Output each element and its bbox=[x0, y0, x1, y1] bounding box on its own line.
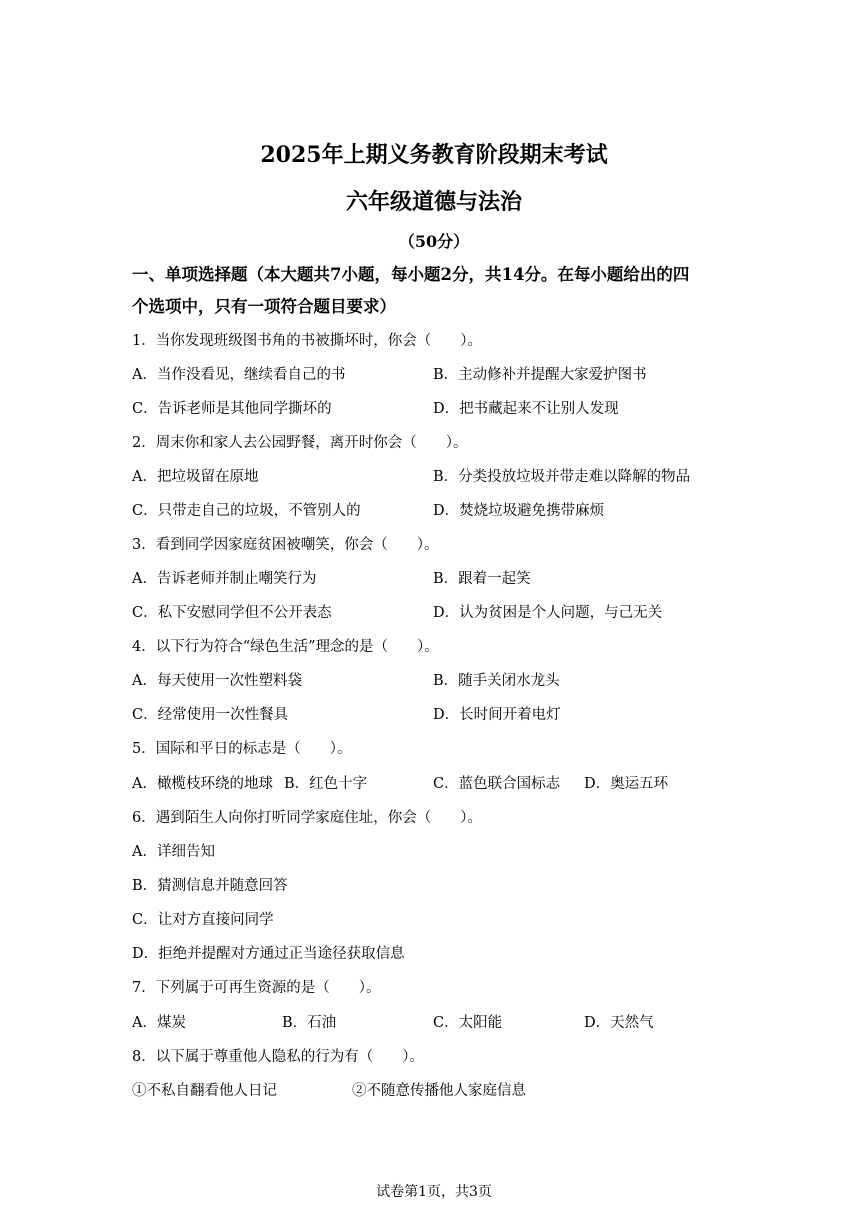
question-7-option-a: A．煤炭 bbox=[132, 1015, 186, 1031]
question-8-stem: 8．以下属于尊重他人隐私的行为有（ ）。 bbox=[132, 1049, 424, 1065]
question-2-option-c: C．只带走自己的垃圾，不管别人的 bbox=[132, 503, 361, 519]
question-6-option-b: B．猜测信息并随意回答 bbox=[132, 878, 288, 894]
question-5-option-d: D．奥运五环 bbox=[584, 776, 669, 792]
page-footer: 试卷第1页，共3页 bbox=[376, 1184, 492, 1200]
question-1-option-d: D．把书藏起来不让别人发现 bbox=[433, 401, 619, 417]
question-6-option-d: D．拒绝并提醒对方通过正当途径获取信息 bbox=[132, 946, 405, 962]
question-3-option-d: D．认为贫困是个人问题，与己无关 bbox=[433, 605, 663, 621]
exam-total-score: （50分） bbox=[398, 232, 470, 251]
question-5-option-a: A．橄榄枝环绕的地球 bbox=[132, 776, 273, 792]
question-5-option-c: C．蓝色联合国标志 bbox=[433, 776, 561, 792]
question-2-option-b: B．分类投放垃圾并带走难以降解的物品 bbox=[433, 469, 691, 485]
question-8-item-2: ②不随意传播他人家庭信息 bbox=[352, 1083, 526, 1099]
question-3-option-c: C．私下安慰同学但不公开表态 bbox=[132, 605, 332, 621]
question-6-option-c: C．让对方直接问同学 bbox=[132, 912, 274, 928]
question-1-stem: 1．当你发现班级图书角的书被撕坏时，你会（ ）。 bbox=[132, 333, 482, 349]
question-7-option-c: C．太阳能 bbox=[433, 1015, 503, 1031]
question-7-option-d: D．天然气 bbox=[584, 1015, 654, 1031]
section-heading-line2: 个选项中，只有一项符合题目要求） bbox=[132, 297, 396, 316]
question-4-option-c: C．经常使用一次性餐具 bbox=[132, 707, 289, 723]
question-1-option-a: A．当作没看见，继续看自己的书 bbox=[132, 367, 346, 383]
question-6-option-a: A．详细告知 bbox=[132, 844, 215, 860]
exam-title: 2025年上期义务教育阶段期末考试 bbox=[260, 142, 608, 168]
question-2-option-d: D．焚烧垃圾避免携带麻烦 bbox=[433, 503, 605, 519]
section-heading-line1: 一、单项选择题（本大题共7小题，每小题2分，共14分。在每小题给出的四 bbox=[132, 265, 690, 284]
question-1-option-b: B．主动修补并提醒大家爱护图书 bbox=[433, 367, 647, 383]
question-4-option-b: B．随手关闭水龙头 bbox=[433, 673, 560, 689]
question-5-stem: 5．国际和平日的标志是（ ）。 bbox=[132, 741, 352, 757]
exam-subject: 六年级道德与法治 bbox=[345, 189, 522, 215]
question-8-item-1: ①不私自翻看他人日记 bbox=[132, 1083, 277, 1099]
question-1-option-c: C．告诉老师是其他同学撕坏的 bbox=[132, 401, 332, 417]
question-3-option-b: B．跟着一起笑 bbox=[433, 571, 531, 587]
question-4-option-d: D．长时间开着电灯 bbox=[433, 707, 561, 723]
question-4-option-a: A．每天使用一次性塑料袋 bbox=[132, 673, 302, 689]
question-3-option-a: A．告诉老师并制止嘲笑行为 bbox=[132, 571, 317, 587]
question-5-option-b: B．红色十字 bbox=[284, 776, 368, 792]
question-7-option-b: B．石油 bbox=[282, 1015, 337, 1031]
question-6-stem: 6．遇到陌生人向你打听同学家庭住址，你会（ ）。 bbox=[132, 810, 482, 826]
question-7-stem: 7．下列属于可再生资源的是（ ）。 bbox=[132, 980, 381, 996]
question-2-option-a: A．把垃圾留在原地 bbox=[132, 469, 259, 485]
question-3-stem: 3．看到同学因家庭贫困被嘲笑，你会（ ）。 bbox=[132, 537, 439, 553]
question-4-stem: 4．以下行为符合“绿色生活”理念的是（ ）。 bbox=[132, 639, 439, 655]
question-2-stem: 2．周末你和家人去公园野餐，离开时你会（ ）。 bbox=[132, 435, 468, 451]
